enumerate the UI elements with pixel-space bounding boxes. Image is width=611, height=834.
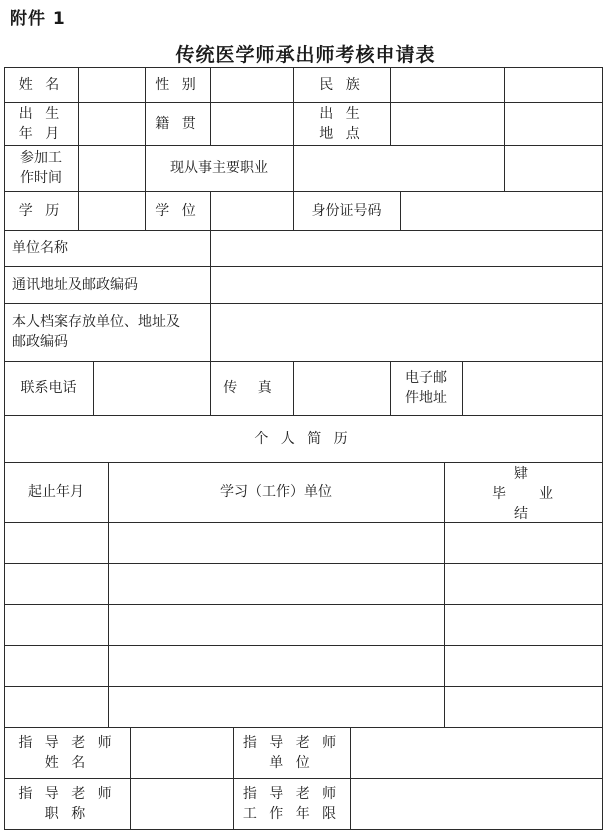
email-label: 电子邮 件地址 <box>405 370 447 406</box>
resume-cert-cell[interactable] <box>445 605 602 645</box>
phone-field[interactable] <box>94 362 210 415</box>
fax-field[interactable] <box>294 362 390 415</box>
resume-period-cell[interactable] <box>5 646 108 686</box>
employer-label: 单位名称 <box>12 240 68 256</box>
degree-label: 学 位 <box>155 202 200 219</box>
table-right-border <box>602 67 603 830</box>
education-field[interactable] <box>79 192 145 230</box>
phone-label: 联系电话 <box>20 380 77 396</box>
attachment-label: 附件 1 <box>10 9 66 29</box>
resume-col-cert-right: 业 <box>539 486 553 502</box>
ethnicity-field[interactable] <box>391 68 504 102</box>
mentor-name-field[interactable] <box>131 728 233 778</box>
mentor-unit-label: 指 导 老 师 单 位 <box>242 734 341 771</box>
resume-col-unit: 学习（工作）单位 <box>220 484 332 500</box>
resume-col-period: 起止年月 <box>28 484 84 500</box>
resume-section-title: 个 人 简 历 <box>254 430 352 447</box>
work-start-field[interactable] <box>79 146 145 191</box>
ethnicity-label: 民 族 <box>319 76 364 93</box>
resume-cert-cell[interactable] <box>445 564 602 604</box>
work-start-label: 参加工 作时间 <box>20 150 62 186</box>
archive-field[interactable] <box>211 304 602 361</box>
id-number-field[interactable] <box>401 192 602 230</box>
birth-date-field[interactable] <box>79 103 145 145</box>
photo-area[interactable] <box>505 68 602 191</box>
birth-date-label: 出 生 年 月 <box>18 105 64 142</box>
resume-col-cert-top: 肄 <box>514 466 528 482</box>
mentor-unit-field[interactable] <box>351 728 602 778</box>
mailing-address-field[interactable] <box>211 267 602 303</box>
email-field[interactable] <box>463 362 602 415</box>
name-field[interactable] <box>79 68 145 102</box>
table-bottom-border <box>4 829 603 830</box>
gender-field[interactable] <box>211 68 293 102</box>
mailing-address-label: 通讯地址及邮政编码 <box>12 276 138 293</box>
current-occupation-label: 现从事主要职业 <box>170 160 268 176</box>
form-title: 传统医学师承出师考核申请表 <box>175 44 436 66</box>
mentor-years-label: 指 导 老 师 工 作 年 限 <box>242 785 341 822</box>
resume-unit-cell[interactable] <box>109 646 444 686</box>
resume-cert-cell[interactable] <box>445 646 602 686</box>
mentor-name-label: 指 导 老 师 姓 名 <box>18 734 116 771</box>
name-label: 姓 名 <box>18 76 64 93</box>
mentor-title-label: 指 导 老 师 职 称 <box>18 785 116 822</box>
current-occupation-field[interactable] <box>294 146 504 191</box>
resume-period-cell[interactable] <box>5 564 108 604</box>
resume-col-cert-bottom: 结 <box>514 506 528 522</box>
resume-period-cell[interactable] <box>5 523 108 563</box>
archive-label: 本人档案存放单位、地址及 邮政编码 <box>12 314 180 350</box>
education-label: 学 历 <box>18 202 64 219</box>
birthplace-field[interactable] <box>391 103 504 145</box>
mentor-years-field[interactable] <box>351 779 602 829</box>
resume-col-cert-left: 毕 <box>492 486 506 502</box>
resume-unit-cell[interactable] <box>109 605 444 645</box>
resume-col-cert <box>444 462 602 522</box>
birthplace-label: 出 生 地 点 <box>319 105 364 142</box>
resume-cert-cell[interactable] <box>445 523 602 563</box>
id-number-label: 身份证号码 <box>311 202 382 219</box>
fax-label: 传 真 <box>223 380 280 396</box>
degree-field[interactable] <box>211 192 293 230</box>
employer-field[interactable] <box>211 231 602 266</box>
gender-label: 性 别 <box>155 76 200 93</box>
resume-unit-cell[interactable] <box>109 687 444 727</box>
resume-unit-cell[interactable] <box>109 564 444 604</box>
mentor-title-field[interactable] <box>131 779 233 829</box>
resume-period-cell[interactable] <box>5 605 108 645</box>
resume-cert-cell[interactable] <box>445 687 602 727</box>
resume-period-cell[interactable] <box>5 687 108 727</box>
resume-unit-cell[interactable] <box>109 523 444 563</box>
native-place-field[interactable] <box>211 103 293 145</box>
native-place-label: 籍 贯 <box>155 115 200 132</box>
